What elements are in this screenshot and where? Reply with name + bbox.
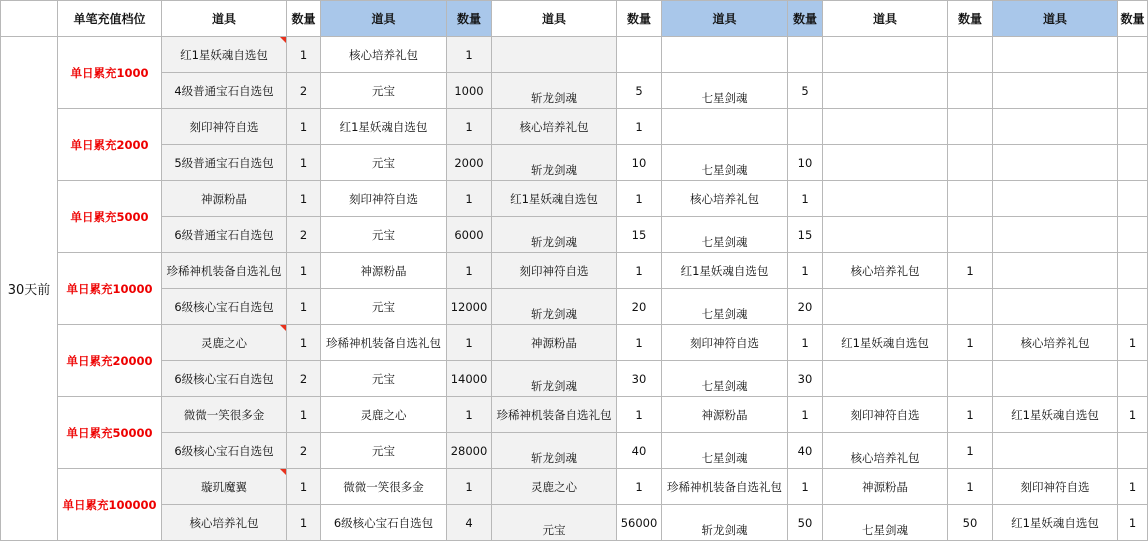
table-row (1, 289, 1148, 325)
item-cell: 七星剑魂 (662, 433, 788, 469)
quantity-cell (948, 361, 993, 397)
header-row (1, 1, 1148, 37)
item-cell: 刻印神符自选 (321, 181, 447, 217)
quantity-cell: 1 (617, 253, 662, 289)
item-cell (993, 73, 1118, 109)
tier-label: 单日累充10000 (58, 253, 162, 325)
quantity-cell: 1 (287, 325, 321, 361)
item-cell (823, 145, 948, 181)
item-cell (662, 109, 788, 145)
item-cell: 4级普通宝石自选包 (162, 73, 287, 109)
quantity-cell (1118, 289, 1148, 325)
item-cell: 斩龙剑魂 (662, 505, 788, 541)
item-cell (823, 73, 948, 109)
quantity-cell: 1 (617, 397, 662, 433)
quantity-cell: 15 (788, 217, 823, 253)
item-cell: 元宝 (321, 217, 447, 253)
item-column-header: 道具 (993, 1, 1118, 37)
item-cell (823, 361, 948, 397)
quantity-cell (948, 37, 993, 73)
quantity-cell: 1 (948, 433, 993, 469)
table-row (1, 397, 1148, 433)
item-column-header: 道具 (492, 1, 617, 37)
item-cell: 红1星妖魂自选包 (321, 109, 447, 145)
quantity-cell: 1 (788, 325, 823, 361)
item-cell: 刻印神符自选 (993, 469, 1118, 505)
quantity-cell: 50 (788, 505, 823, 541)
tier-label: 单日累充1000 (58, 37, 162, 109)
quantity-cell: 40 (788, 433, 823, 469)
item-cell: 核心培养礼包 (823, 433, 948, 469)
item-cell: 刻印神符自选 (662, 325, 788, 361)
quantity-cell (1118, 109, 1148, 145)
quantity-cell: 1 (287, 181, 321, 217)
quantity-cell: 1 (617, 325, 662, 361)
quantity-cell (948, 289, 993, 325)
period-label: 30天前 (1, 37, 58, 541)
quantity-cell: 1000 (447, 73, 492, 109)
item-cell (823, 217, 948, 253)
quantity-cell (1118, 37, 1148, 73)
quantity-cell (948, 145, 993, 181)
quantity-cell: 1 (287, 469, 321, 505)
item-cell: 珍稀神机装备自选礼包 (162, 253, 287, 289)
quantity-cell: 1 (1118, 397, 1148, 433)
table-row (1, 469, 1148, 505)
item-cell: 6级普通宝石自选包 (162, 217, 287, 253)
item-cell: 核心培养礼包 (662, 181, 788, 217)
item-cell: 5级普通宝石自选包 (162, 145, 287, 181)
item-cell (823, 289, 948, 325)
quantity-cell (1118, 217, 1148, 253)
item-cell: 刻印神符自选 (162, 109, 287, 145)
item-cell (823, 181, 948, 217)
item-cell: 红1星妖魂自选包 (162, 37, 287, 73)
item-cell (993, 181, 1118, 217)
quantity-cell (617, 37, 662, 73)
quantity-cell: 30 (788, 361, 823, 397)
quantity-cell: 1 (788, 181, 823, 217)
quantity-cell: 2 (287, 433, 321, 469)
table-row (1, 181, 1148, 217)
item-cell (993, 361, 1118, 397)
quantity-cell (788, 109, 823, 145)
quantity-cell: 1 (447, 397, 492, 433)
quantity-cell: 1 (788, 253, 823, 289)
quantity-cell: 1 (1118, 505, 1148, 541)
corner-cell (1, 1, 58, 37)
item-cell (823, 109, 948, 145)
item-cell: 七星剑魂 (662, 217, 788, 253)
quantity-cell (948, 181, 993, 217)
quantity-cell: 56000 (617, 505, 662, 541)
table-row (1, 37, 1148, 73)
quantity-cell: 1 (287, 253, 321, 289)
item-cell: 七星剑魂 (662, 145, 788, 181)
quantity-cell: 1 (447, 253, 492, 289)
item-cell: 神源粉晶 (823, 469, 948, 505)
quantity-cell: 1 (1118, 469, 1148, 505)
item-cell: 七星剑魂 (662, 361, 788, 397)
item-cell: 核心培养礼包 (321, 37, 447, 73)
item-cell: 6级核心宝石自选包 (162, 289, 287, 325)
table-row (1, 325, 1148, 361)
quantity-cell: 28000 (447, 433, 492, 469)
quantity-cell: 5 (617, 73, 662, 109)
table-row (1, 505, 1148, 541)
item-cell: 斩龙剑魂 (492, 433, 617, 469)
item-cell: 6级核心宝石自选包 (321, 505, 447, 541)
item-cell: 红1星妖魂自选包 (993, 397, 1118, 433)
quantity-cell (1118, 253, 1148, 289)
quantity-cell (948, 217, 993, 253)
quantity-cell: 50 (948, 505, 993, 541)
item-cell: 核心培养礼包 (492, 109, 617, 145)
quantity-cell: 1 (287, 109, 321, 145)
quantity-cell: 10 (788, 145, 823, 181)
quantity-cell: 2 (287, 217, 321, 253)
item-cell: 微微一笑很多金 (321, 469, 447, 505)
item-cell: 七星剑魂 (662, 73, 788, 109)
quantity-cell: 1 (447, 469, 492, 505)
item-cell (993, 253, 1118, 289)
quantity-cell: 1 (617, 109, 662, 145)
quantity-cell: 5 (788, 73, 823, 109)
quantity-cell: 1 (447, 325, 492, 361)
item-cell: 灵鹿之心 (162, 325, 287, 361)
item-column-header: 道具 (321, 1, 447, 37)
table-row (1, 109, 1148, 145)
tier-label: 单日累充100000 (58, 469, 162, 541)
tier-label: 单日累充50000 (58, 397, 162, 469)
tier-label: 单日累充5000 (58, 181, 162, 253)
quantity-cell: 2 (287, 361, 321, 397)
quantity-cell (1118, 145, 1148, 181)
item-cell: 红1星妖魂自选包 (662, 253, 788, 289)
item-cell: 红1星妖魂自选包 (823, 325, 948, 361)
quantity-cell: 12000 (447, 289, 492, 325)
tier-label: 单日累充2000 (58, 109, 162, 181)
quantity-cell: 1 (447, 37, 492, 73)
item-cell: 微微一笑很多金 (162, 397, 287, 433)
table-row (1, 217, 1148, 253)
item-cell (993, 145, 1118, 181)
item-cell: 核心培养礼包 (162, 505, 287, 541)
quantity-cell (1118, 181, 1148, 217)
item-cell (993, 289, 1118, 325)
quantity-cell: 1 (788, 397, 823, 433)
quantity-cell: 1 (447, 181, 492, 217)
tier-column-header: 单笔充值档位 (58, 1, 162, 37)
table-row (1, 361, 1148, 397)
item-column-header: 道具 (823, 1, 948, 37)
table-row (1, 73, 1148, 109)
item-cell: 斩龙剑魂 (492, 361, 617, 397)
quantity-cell: 15 (617, 217, 662, 253)
item-cell: 刻印神符自选 (492, 253, 617, 289)
quantity-cell: 6000 (447, 217, 492, 253)
item-cell: 红1星妖魂自选包 (993, 505, 1118, 541)
quantity-cell (1118, 73, 1148, 109)
quantity-cell: 1 (1118, 325, 1148, 361)
table-row (1, 253, 1148, 289)
item-cell (993, 109, 1118, 145)
item-column-header: 道具 (162, 1, 287, 37)
item-cell: 核心培养礼包 (993, 325, 1118, 361)
item-cell: 6级核心宝石自选包 (162, 361, 287, 397)
quantity-cell: 1 (287, 505, 321, 541)
item-cell (993, 217, 1118, 253)
quantity-cell: 1 (948, 325, 993, 361)
quantity-cell: 20 (617, 289, 662, 325)
tier-label: 单日累充20000 (58, 325, 162, 397)
item-cell: 珍稀神机装备自选礼包 (662, 469, 788, 505)
qty-column-header: 数量 (287, 1, 321, 37)
item-cell: 七星剑魂 (823, 505, 948, 541)
item-cell: 神源粉晶 (662, 397, 788, 433)
item-cell: 神源粉晶 (162, 181, 287, 217)
quantity-cell: 10 (617, 145, 662, 181)
quantity-cell: 1 (287, 145, 321, 181)
quantity-cell: 40 (617, 433, 662, 469)
item-cell: 6级核心宝石自选包 (162, 433, 287, 469)
item-cell (492, 37, 617, 73)
item-cell: 元宝 (492, 505, 617, 541)
quantity-cell: 14000 (447, 361, 492, 397)
item-column-header: 道具 (662, 1, 788, 37)
quantity-cell: 1 (617, 469, 662, 505)
quantity-cell: 2 (287, 73, 321, 109)
item-cell: 元宝 (321, 73, 447, 109)
item-cell: 元宝 (321, 433, 447, 469)
qty-column-header: 数量 (617, 1, 662, 37)
item-cell (823, 37, 948, 73)
item-cell (993, 37, 1118, 73)
quantity-cell: 2000 (447, 145, 492, 181)
qty-column-header: 数量 (788, 1, 823, 37)
quantity-cell: 30 (617, 361, 662, 397)
quantity-cell: 1 (617, 181, 662, 217)
quantity-cell: 20 (788, 289, 823, 325)
item-cell (993, 433, 1118, 469)
quantity-cell: 1 (948, 253, 993, 289)
item-cell: 斩龙剑魂 (492, 145, 617, 181)
quantity-cell: 1 (447, 109, 492, 145)
quantity-cell: 1 (948, 469, 993, 505)
quantity-cell (788, 37, 823, 73)
item-cell: 核心培养礼包 (823, 253, 948, 289)
quantity-cell (948, 73, 993, 109)
item-cell: 神源粉晶 (321, 253, 447, 289)
qty-column-header: 数量 (1118, 1, 1148, 37)
item-cell (662, 37, 788, 73)
item-cell: 七星剑魂 (662, 289, 788, 325)
qty-column-header: 数量 (447, 1, 492, 37)
table-row (1, 145, 1148, 181)
item-cell: 斩龙剑魂 (492, 289, 617, 325)
item-cell: 珍稀神机装备自选礼包 (321, 325, 447, 361)
item-cell: 元宝 (321, 361, 447, 397)
item-cell: 斩龙剑魂 (492, 73, 617, 109)
quantity-cell: 1 (287, 37, 321, 73)
item-cell: 元宝 (321, 289, 447, 325)
item-cell: 斩龙剑魂 (492, 217, 617, 253)
item-cell: 元宝 (321, 145, 447, 181)
quantity-cell: 4 (447, 505, 492, 541)
item-cell: 珍稀神机装备自选礼包 (492, 397, 617, 433)
table-row (1, 433, 1148, 469)
quantity-cell (1118, 361, 1148, 397)
item-cell: 红1星妖魂自选包 (492, 181, 617, 217)
item-cell: 神源粉晶 (492, 325, 617, 361)
item-cell: 灵鹿之心 (321, 397, 447, 433)
quantity-cell: 1 (287, 289, 321, 325)
item-cell: 璇玑魔翼 (162, 469, 287, 505)
item-cell: 灵鹿之心 (492, 469, 617, 505)
quantity-cell: 1 (287, 397, 321, 433)
quantity-cell (948, 109, 993, 145)
item-cell: 刻印神符自选 (823, 397, 948, 433)
quantity-cell: 1 (948, 397, 993, 433)
quantity-cell: 1 (788, 469, 823, 505)
quantity-cell (1118, 433, 1148, 469)
qty-column-header: 数量 (948, 1, 993, 37)
